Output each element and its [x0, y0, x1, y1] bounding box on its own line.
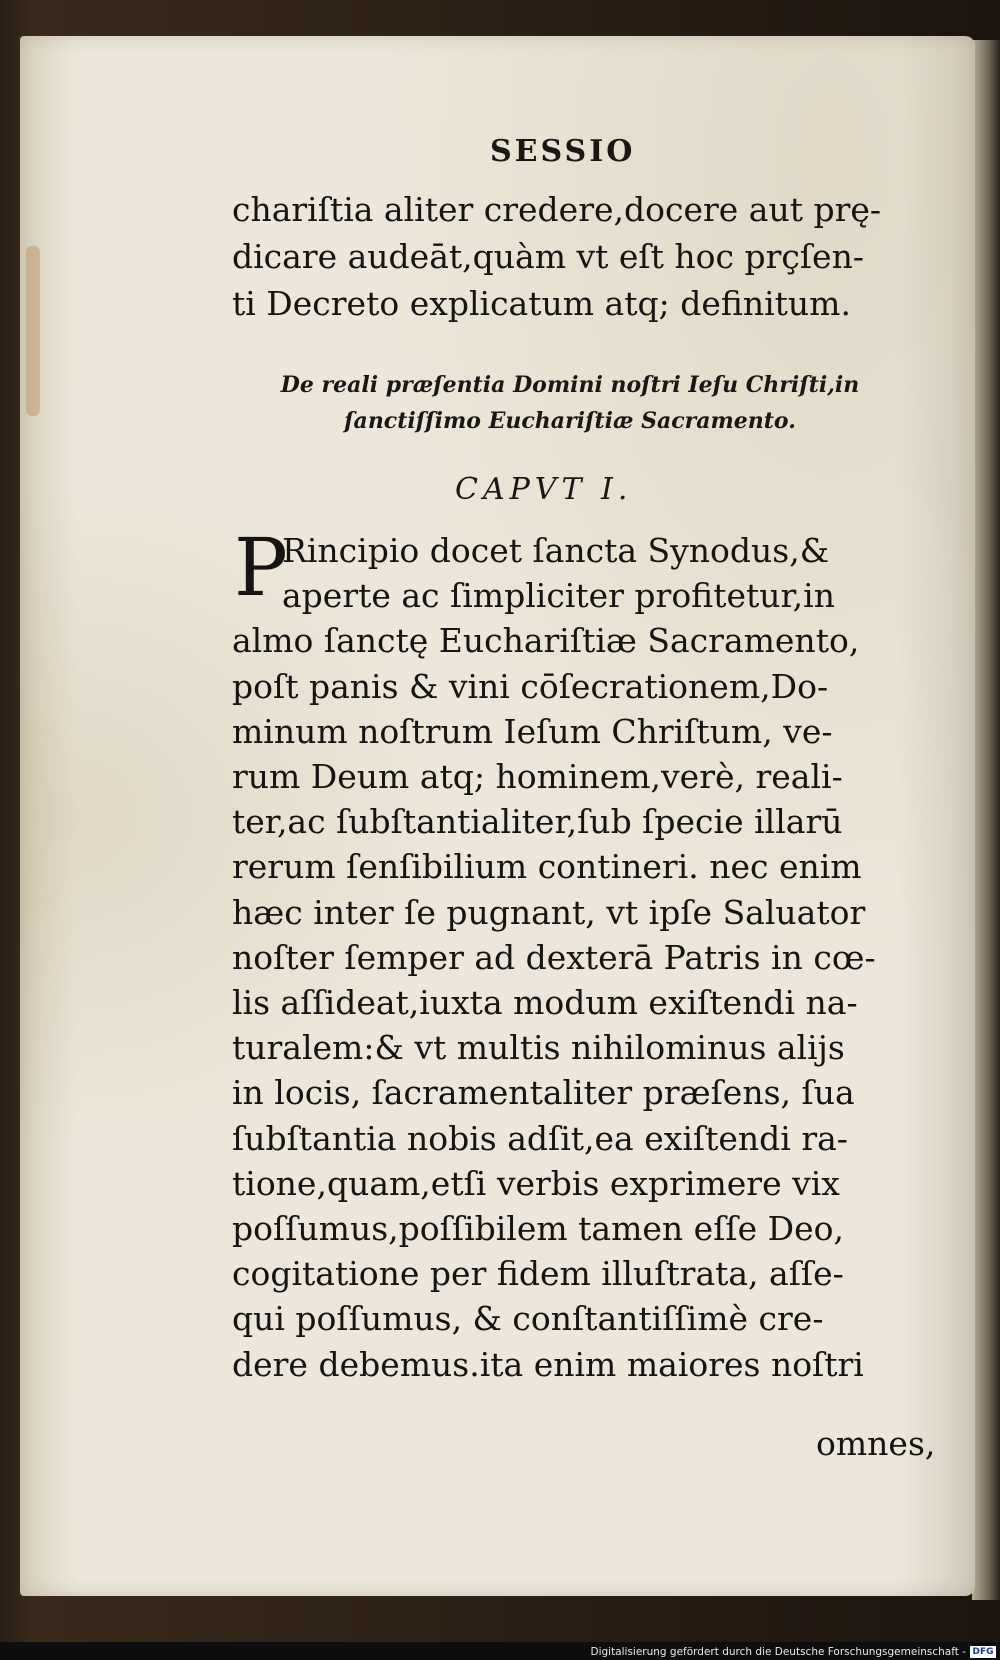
text-line: ti Decreto explicatum atq; definitum. — [232, 284, 851, 323]
text-line: tione,quam,etſi verbis exprimere vix — [232, 1163, 840, 1203]
text-line: chariſtia aliter credere,docere aut prę- — [232, 190, 882, 229]
drop-cap: P — [234, 521, 288, 614]
text-line: rum Deum atq; hominem,verè, reali- — [232, 757, 843, 797]
text-line: cogitatione per fidem illuſtrata, aſſe- — [232, 1254, 844, 1294]
running-head: SESSIO — [490, 134, 636, 169]
text-line: dicare audeāt,quàm vt eſt hoc prçſen- — [232, 237, 864, 276]
text-line: turalem:& vt multis nihilominus alijs — [232, 1028, 845, 1068]
section-subtitle — [240, 367, 900, 439]
paper-stain — [26, 246, 40, 416]
funding-note: Digitalisierung gefördert durch die Deutsche Forschungsgemeinschaft - — [590, 1646, 966, 1658]
text-line: in locis, ſacramentaliter præſens, ſua — [232, 1073, 855, 1113]
text-line: ter,ac ſubſtantialiter,ſub ſpecie illarū — [232, 802, 843, 842]
subtitle-line: De reali præſentia Domini noſtri Ieſu Chriſti,in — [280, 372, 860, 398]
chapter-heading: CAPVT I. — [455, 472, 633, 507]
text-line: poſt panis & vini cōſecrationem,Do- — [232, 666, 829, 706]
text-line: rerum ſenſibilium contineri. nec enim — [232, 847, 862, 887]
text-line: almo ſanctę Euchariſtiæ Sacramento, — [232, 621, 860, 661]
text-line: ſubſtantia nobis adſit,ea exiſtendi ra- — [232, 1118, 848, 1158]
continuation-text — [232, 186, 902, 327]
text-line: Rincipio docet ſancta Synodus,& — [282, 531, 830, 570]
text-line: noſter ſemper ad dexterā Patris in cœ- — [232, 937, 876, 977]
page-edge — [972, 40, 1000, 1600]
footer-bar — [0, 1642, 1000, 1660]
chapter-body — [232, 521, 902, 1387]
text-line: poſſumus,poſſibilem tamen eſſe Deo, — [232, 1209, 844, 1249]
dfg-logo: DFG — [970, 1646, 996, 1658]
catchword: omnes, — [816, 1424, 936, 1463]
text-line: dere debemus.ita enim maiores noſtri — [232, 1344, 864, 1384]
text-line: aperte ac ſimpliciter profitetur,in — [282, 576, 835, 616]
text-line: lis aſſideat,iuxta modum exiſtendi na- — [232, 983, 858, 1023]
subtitle-line: ſanctiſſimo Euchariſtiæ Sacramento. — [344, 408, 796, 434]
text-line: minum noſtrum Ieſum Chriſtum, ve- — [232, 711, 833, 751]
text-line: hæc inter ſe pugnant, vt ipſe Saluator — [232, 892, 866, 932]
text-line: qui poſſumus, & conſtantiſſimè cre- — [232, 1299, 824, 1339]
